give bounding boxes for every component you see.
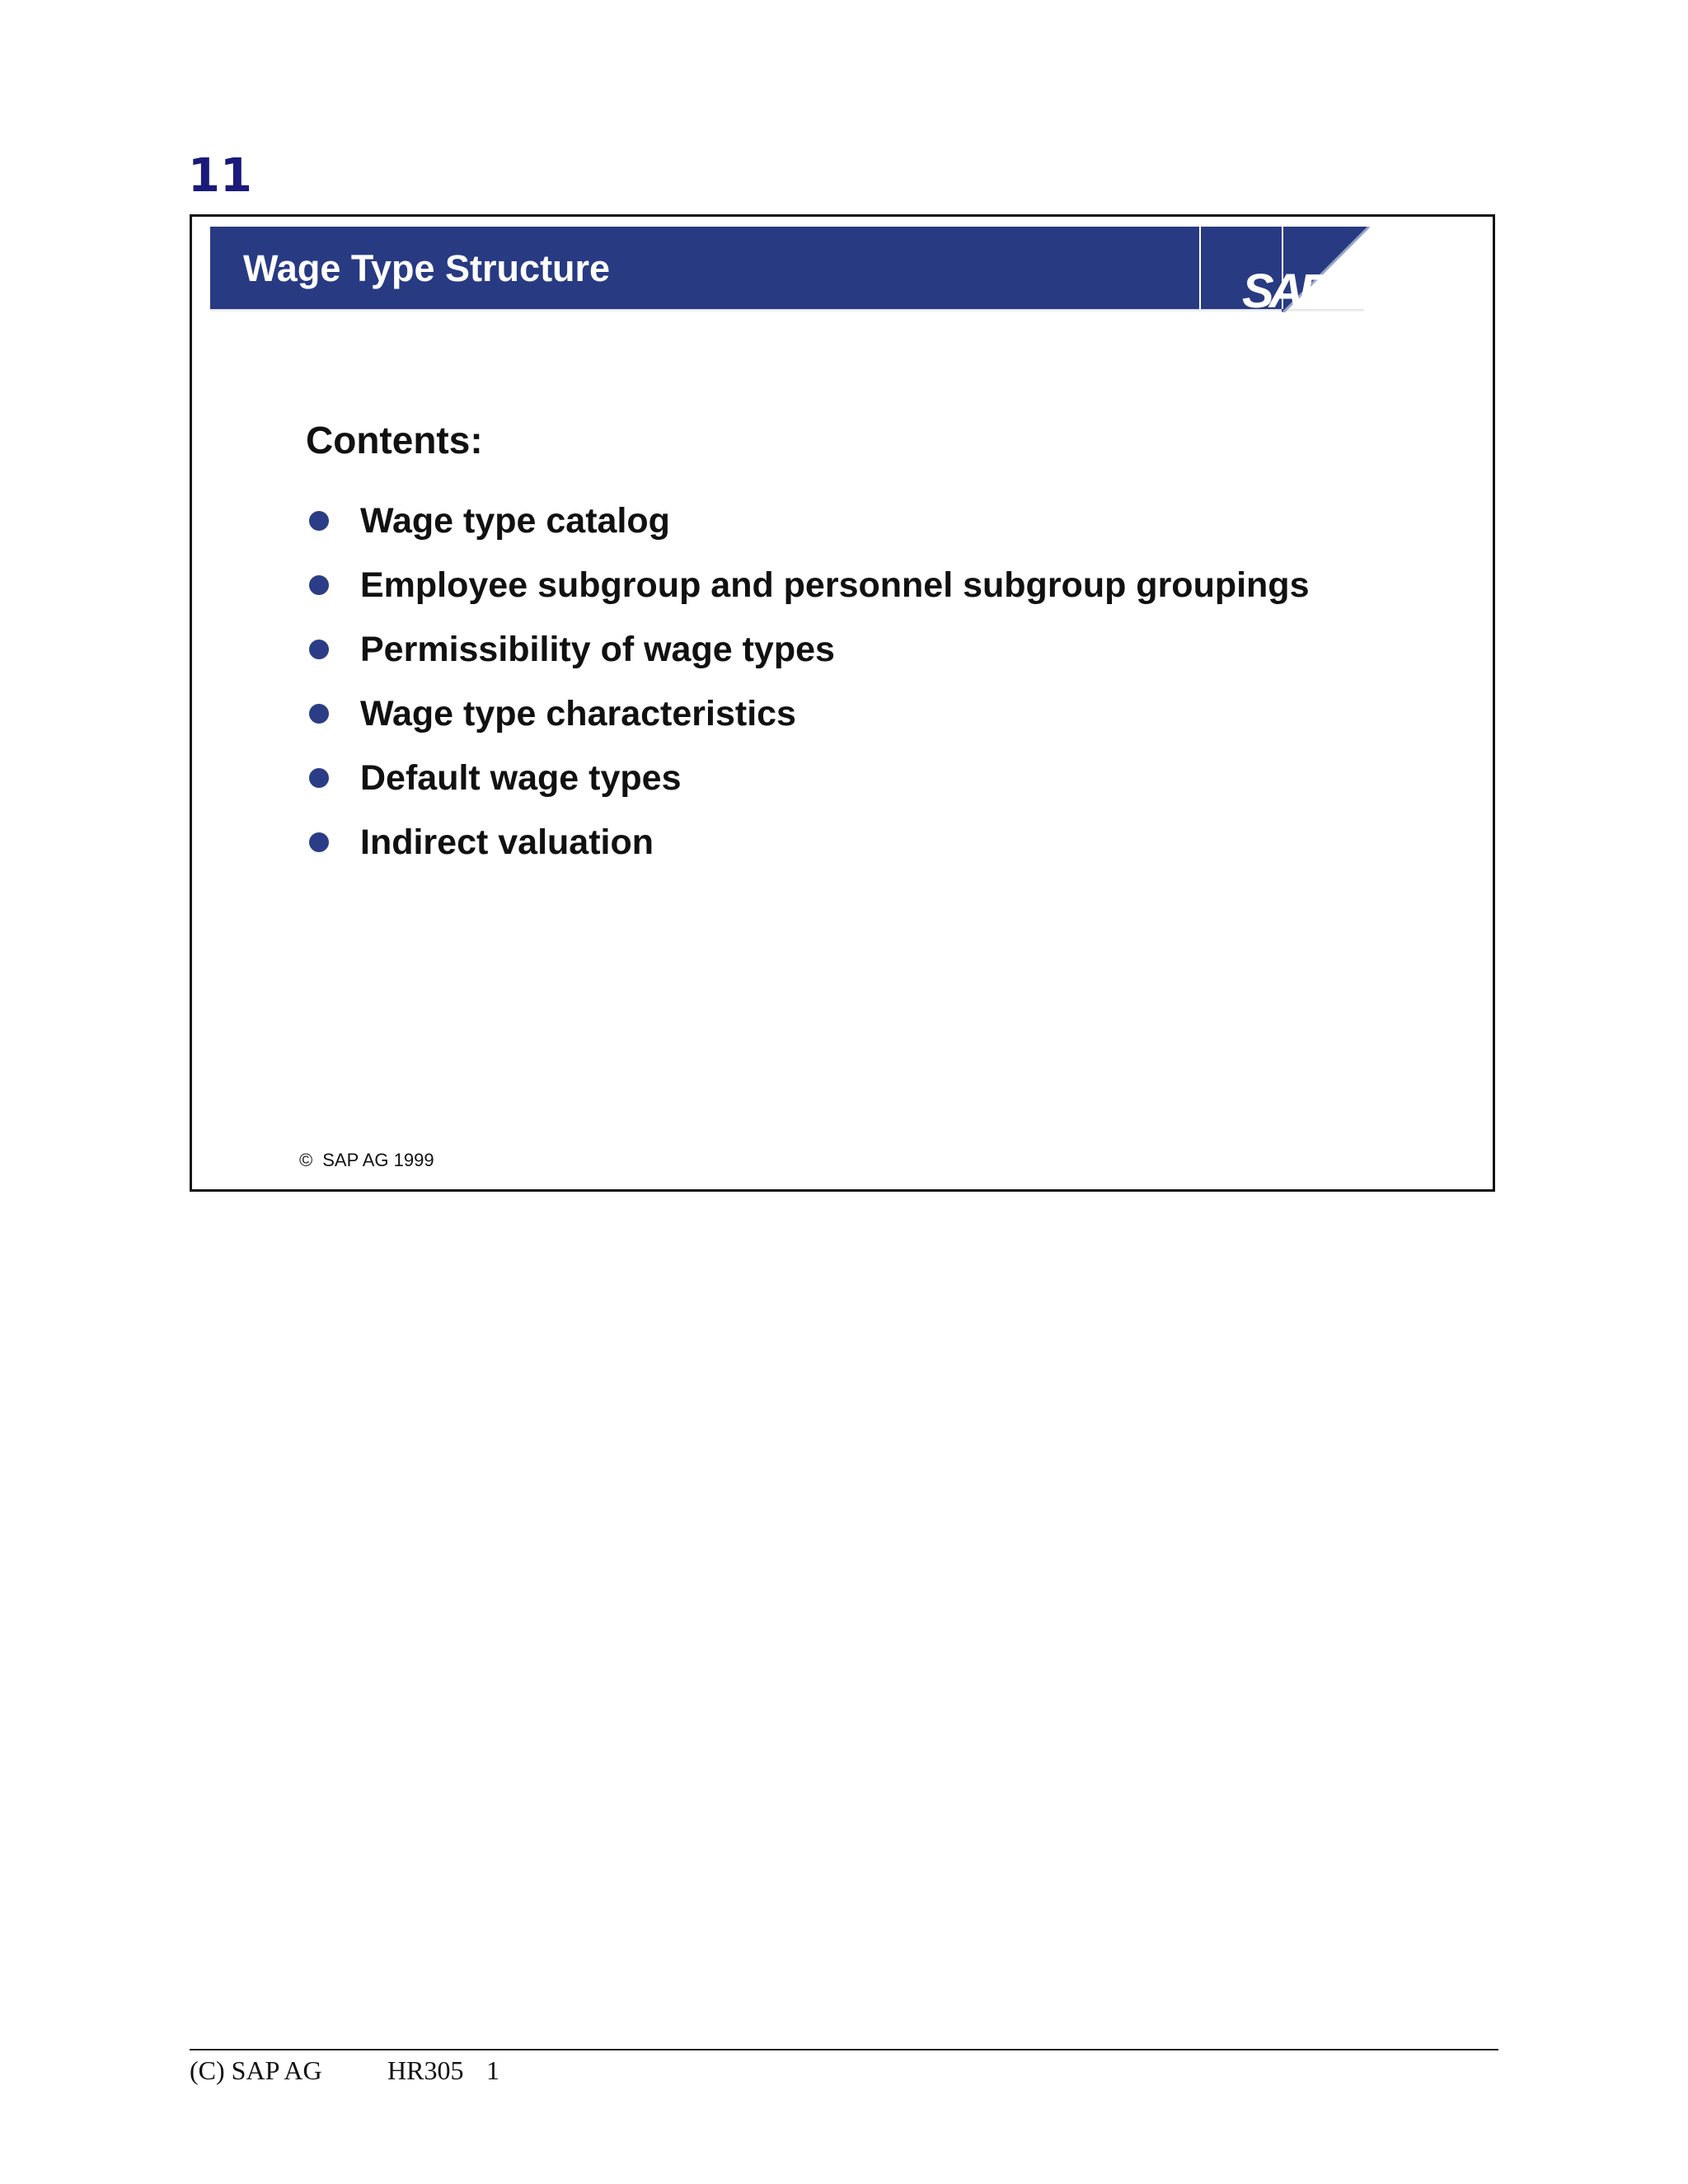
slide-copyright [299, 1150, 434, 1171]
list-item [306, 746, 1310, 810]
bullet-icon [309, 768, 329, 788]
sap-logo: SAP [1242, 265, 1326, 318]
list-item [306, 682, 1310, 746]
bullet-icon [309, 704, 329, 724]
list-item-text: Permissibility of wage types [360, 630, 835, 669]
bullet-icon [309, 575, 329, 595]
footer-divider [190, 2049, 1498, 2050]
list-item [306, 553, 1310, 617]
footer-page-number: 1 [486, 2055, 499, 2085]
list-item-text: Default wage types [360, 758, 682, 798]
page-number: 11 [188, 149, 252, 203]
contents-heading: Contents: [306, 419, 483, 462]
contents-list [306, 489, 1310, 874]
slide-frame [190, 214, 1495, 1192]
list-item-text: Indirect valuation [360, 823, 654, 862]
list-item [306, 617, 1310, 682]
list-item-text: Employee subgroup and personnel subgroup groupings [360, 565, 1310, 605]
bullet-icon [309, 640, 329, 659]
bullet-icon [309, 832, 329, 852]
list-item-text: Wage type catalog [360, 501, 670, 541]
footer-course-code: HR305 [387, 2055, 464, 2085]
list-item-text: Wage type characteristics [360, 694, 796, 733]
list-item [306, 489, 1310, 553]
footer-copyright: (C) SAP AG [190, 2055, 322, 2085]
bullet-icon [309, 511, 329, 531]
list-item [306, 810, 1310, 874]
copyright-text: SAP AG 1999 [322, 1150, 434, 1170]
copyright-icon: © [299, 1150, 313, 1170]
slide-title: Wage Type Structure [243, 247, 611, 289]
slide-title-bar [210, 227, 1412, 318]
